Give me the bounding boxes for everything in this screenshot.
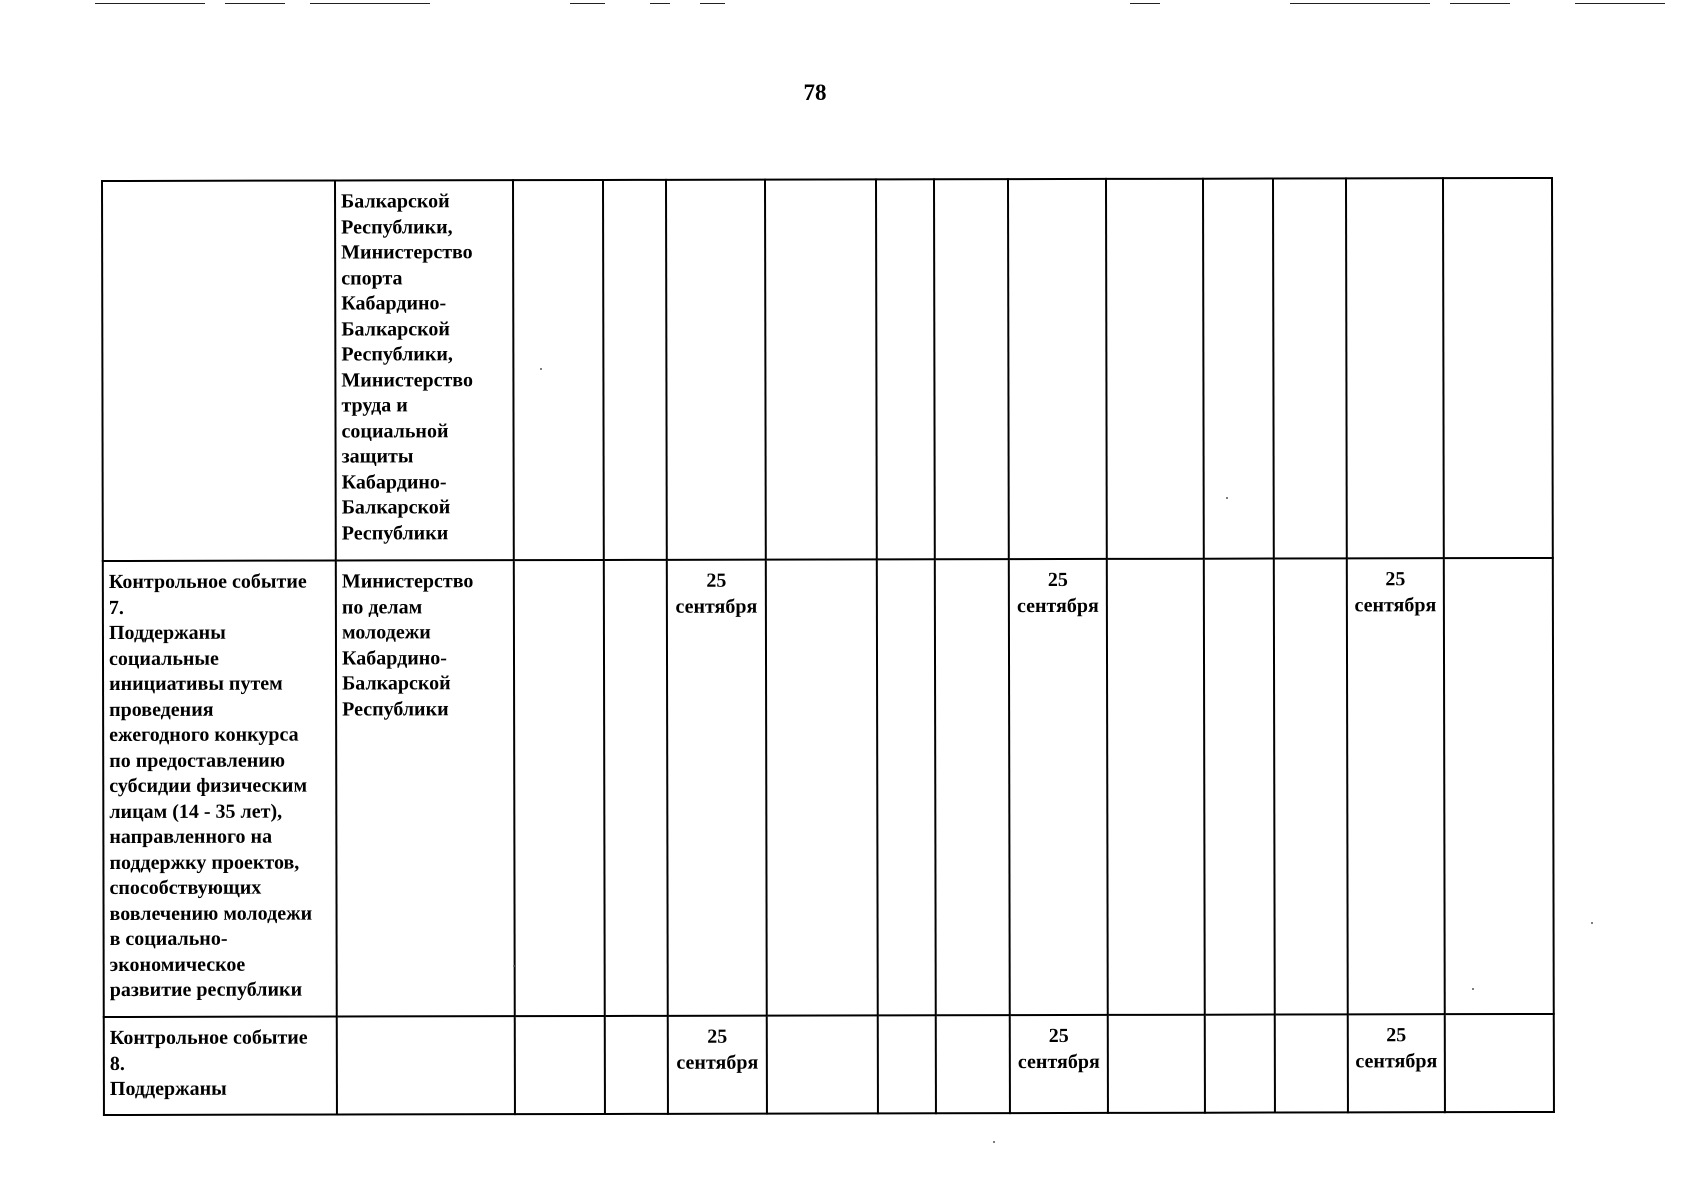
schedule-table [101,177,1555,1116]
event-cell [102,181,336,561]
data-cell [1204,559,1275,1015]
responsible-cell: Балкарской Республики, Министерство спорта Кабардино- Балкарской Республики, Министерство труда и социальной защиты Кабардино- Балкарской Республики [335,180,514,560]
data-cell [1108,1015,1205,1113]
data-cell [666,180,766,560]
data-cell [1008,179,1107,559]
data-cell [1107,559,1205,1015]
scan-edge-artifact [0,2,1697,6]
page-number: 78 [803,80,827,105]
data-cell [1203,179,1274,559]
date-cell: 25 сентября [1347,558,1445,1014]
date-cell: 25 сентября [668,1016,767,1114]
scan-speck [1591,922,1593,924]
scan-speck [993,1141,995,1143]
data-cell [1274,558,1348,1014]
data-cell [877,559,936,1015]
date-cell: 25 сентября [1009,559,1108,1015]
scan-speck [540,368,542,370]
event-cell: Контрольное событие 8. Поддержаны [104,1017,337,1115]
data-cell [1205,1015,1275,1113]
data-cell [1444,558,1554,1014]
data-cell [935,559,1010,1015]
data-cell [515,1016,605,1114]
data-cell [604,560,668,1016]
data-cell [934,179,1009,559]
data-cell [936,1015,1010,1113]
data-cell [767,1015,878,1113]
responsible-cell: Министерство по делам молодежи Кабардино- Балкарской Республики [336,560,515,1016]
table-row [103,558,1554,1017]
data-cell [766,559,878,1015]
data-cell [765,179,877,559]
data-cell [603,180,667,560]
date-cell: 25 сентября [1348,1014,1445,1112]
scan-speck [1226,497,1228,499]
scan-speck [513,965,515,967]
responsible-cell [337,1016,515,1114]
table-row [102,178,1553,561]
data-cell [1106,179,1204,559]
data-cell [1273,178,1347,558]
data-cell [1275,1014,1348,1112]
date-cell: 25 сентября [1010,1015,1108,1113]
data-cell [1445,1014,1554,1112]
event-cell: Контрольное событие 7. Поддержаны социальные инициативы путем проведения ежегодного конкурса по предоставлению субсидии физическим лицам (14 - 35 лет), направленного на поддержку проектов, способствующих вовлечению молодежи в социально- экономическое развитие республики [103,561,337,1017]
data-cell [605,1016,668,1114]
data-cell [1346,178,1444,558]
data-cell [878,1015,936,1113]
date-cell: 25 сентября [667,560,767,1016]
data-cell [513,180,604,560]
data-cell [514,560,605,1016]
table-row [104,1014,1554,1115]
data-cell [876,179,935,559]
scan-speck [1472,988,1474,990]
data-cell [1443,178,1553,558]
